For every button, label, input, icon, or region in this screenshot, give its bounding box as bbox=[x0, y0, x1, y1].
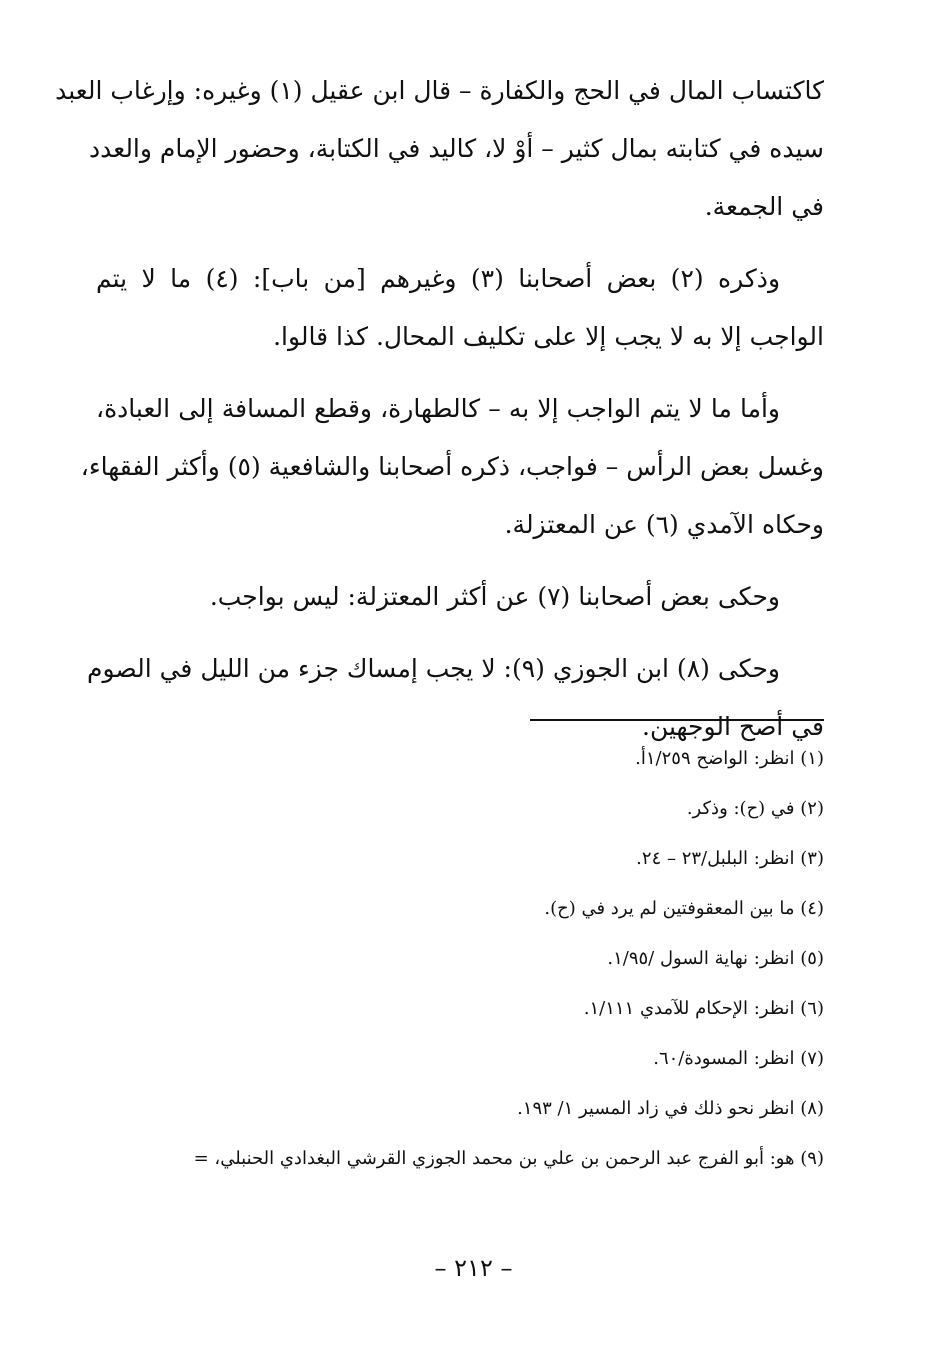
footnote: (٤) ما بين المعقوفتين لم يرد في (ح). bbox=[544, 898, 824, 919]
footnote: (٩) هو: أبو الفرج عبد الرحمن بن علي بن محمد الجوزي القرشي البغدادي الحنبلي، = bbox=[193, 1148, 824, 1169]
body-line: كاكتساب المال في الحج والكفارة – قال ابن عقيل (١) وغيره: وإرغاب العبد bbox=[55, 76, 824, 105]
footnote: (٨) انظر نحو ذلك في زاد المسير ١/ ١٩٣. bbox=[517, 1098, 824, 1119]
body-line: وأما ما لا يتم الواجب إلا به – كالطهارة، وقطع المسافة إلى العبادة، bbox=[96, 394, 780, 423]
paragraph-gap bbox=[96, 554, 824, 568]
footnote: (٦) انظر: الإحكام للآمدي ١/١١١. bbox=[583, 998, 824, 1019]
paragraph-gap bbox=[96, 236, 824, 250]
footnote: (٣) انظر: البلبل/٢٣ – ٢٤. bbox=[636, 848, 824, 869]
footnote: (٧) انظر: المسودة/٦٠. bbox=[653, 1048, 824, 1069]
body-line: وحكاه الآمدي (٦) عن المعتزلة. bbox=[504, 510, 824, 539]
body-line: سيده في كتابته بمال كثير – أوْ لا، كاليد في الكتابة، وحضور الإمام والعدد bbox=[89, 134, 824, 163]
footnote: (٢) في (ح): وذكر. bbox=[686, 798, 824, 819]
body-line: وحكى بعض أصحابنا (٧) عن أكثر المعتزلة: ليس بواجب. bbox=[209, 582, 780, 611]
body-line: وذكره (٢) بعض أصحابنا (٣) وغيرهم [من باب]: (٤) ما لا يتم bbox=[96, 264, 781, 293]
body-line: الواجب إلا به لا يجب إلا على تكليف المحال. كذا قالوا. bbox=[273, 322, 824, 351]
footnotes bbox=[96, 734, 824, 1184]
footnote: (٥) انظر: نهاية السول /١/٩٥. bbox=[607, 948, 824, 969]
body-line: في الجمعة. bbox=[704, 192, 824, 221]
body-line: وغسل بعض الرأس – فواجب، ذكره أصحابنا والشافعية (٥) وأكثر الفقهاء، bbox=[80, 452, 824, 481]
body-line: وحكى (٨) ابن الجوزي (٩): لا يجب إمساك جزء من الليل في الصوم bbox=[87, 654, 780, 683]
body-line: في أصح الوجهين. bbox=[642, 712, 824, 741]
footnote-separator bbox=[530, 719, 824, 721]
page-number: – ٢١٢ – bbox=[434, 1254, 513, 1282]
footnote: (١) انظر: الواضح ١/٢٥٩أ. bbox=[635, 748, 824, 769]
paragraph-gap bbox=[96, 366, 824, 380]
paragraph-gap bbox=[96, 626, 824, 640]
main-text bbox=[55, 62, 824, 756]
